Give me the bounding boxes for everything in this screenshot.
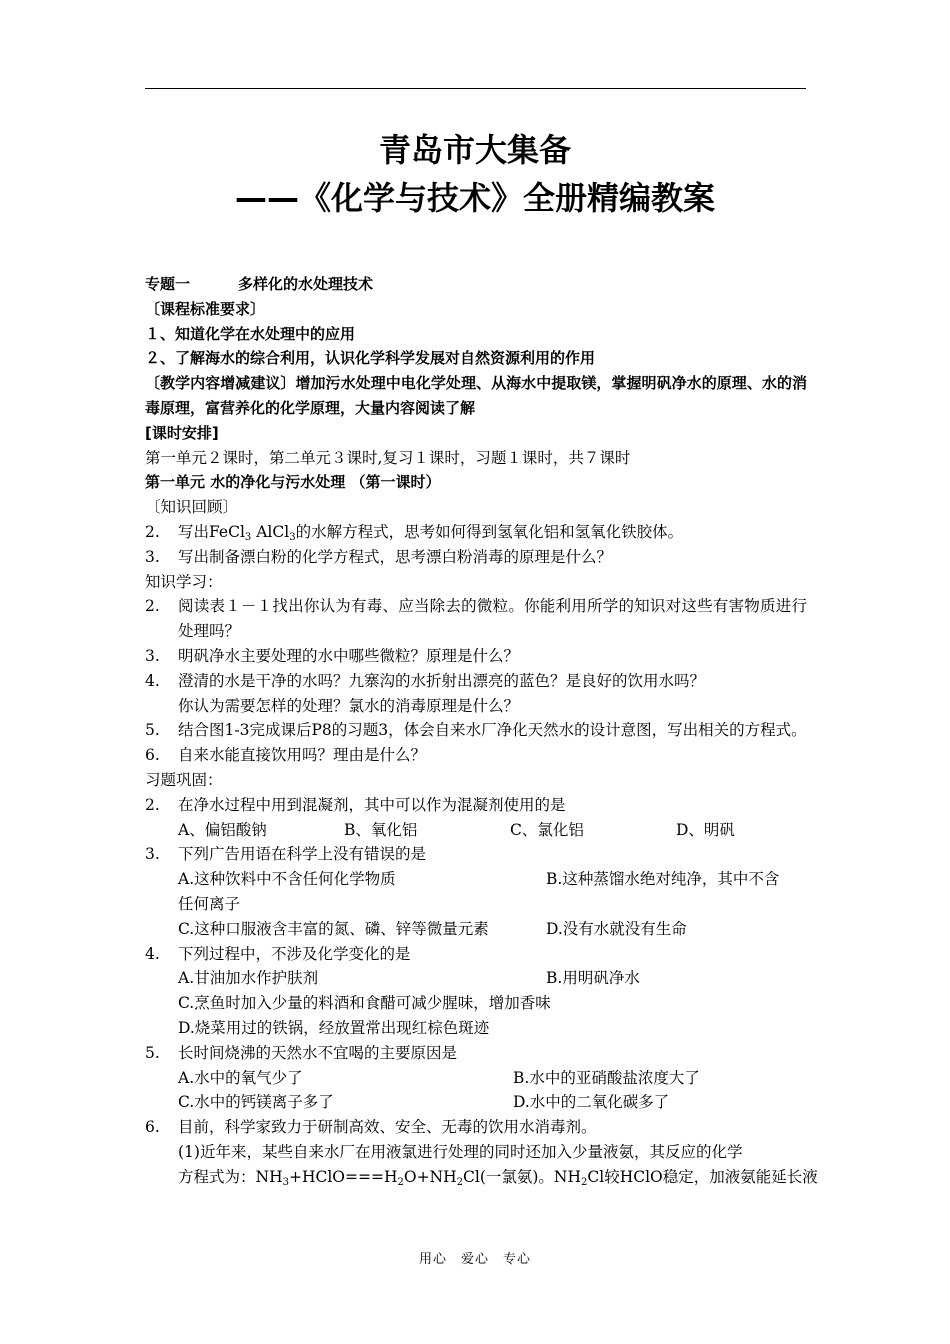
doc-subtitle: ——《化学与技术》全册精编教案 bbox=[234, 179, 715, 217]
exercise-paragraph: 方程式为：$NH_3+HClO===H_2O+NH_2Cl$(一氯氨)。$NH_2Cl$较HClO稳定，加液氨能延长液 bbox=[178, 1167, 818, 1188]
option: B.用明矾净水 bbox=[546, 969, 640, 988]
option: A.甘油加水作护肤剂 bbox=[178, 969, 319, 988]
option-continued: 任何离子 bbox=[178, 894, 241, 913]
option: B、氧化铝 bbox=[344, 820, 418, 839]
review-question: 2. 写出FeCl$_3$ AlCl$_3$的水解方程式，思考如何得到氢氧化铝和氢氧化铁胶体。 bbox=[145, 522, 684, 543]
option: B.水中的亚硝酸盐浓度大了 bbox=[513, 1068, 700, 1087]
option: A.这种饮料中不含任何化学物质 bbox=[178, 870, 396, 889]
learning-item: 5. 结合图1-3完成课后P8的习题3，体会自来水厂净化天然水的设计意图，写出相关的方程式。 bbox=[145, 721, 807, 740]
exercise-options bbox=[145, 1066, 807, 1091]
option: D.烧菜用过的铁锅，经放置常出现红棕色斑迹 bbox=[178, 1018, 490, 1037]
standard-item: １、知道化学在水处理中的应用 bbox=[145, 324, 356, 343]
unit-heading: 第一单元 水的净化与污水处理 （第一课时） bbox=[145, 473, 441, 492]
learning-item: 2. 阅读表１－１找出你认为有毒、应当除去的微粒。你能利用所学的知识对这些有害物质进行处理吗？ bbox=[145, 597, 807, 641]
exercise-question: 5. 长时间烧沸的天然水不宜喝的主要原因是 bbox=[145, 1043, 458, 1062]
standard-item: ２、了解海水的综合利用，认识化学科学发展对自然资源利用的作用 bbox=[145, 349, 596, 368]
review-heading: 〔知识回顾〕 bbox=[145, 498, 239, 517]
doc-title: 青岛市大集备 bbox=[378, 131, 571, 169]
exercise-options bbox=[145, 867, 807, 892]
exercises-heading: 习题巩固： bbox=[145, 770, 223, 789]
topic-heading: 专题一 多样化的水处理技术 bbox=[145, 275, 374, 293]
header-rule bbox=[145, 88, 806, 89]
exercise-options bbox=[145, 966, 807, 991]
learning-item: 6. 自来水能直接饮用吗？理由是什么？ bbox=[145, 746, 427, 765]
option: D.水中的二氧化碳多了 bbox=[513, 1093, 670, 1112]
schedule-text: 第一单元２课时，第二单元３课时,复习１课时，习题１课时，共７课时 bbox=[145, 448, 631, 467]
option: A.水中的氧气少了 bbox=[178, 1068, 303, 1087]
option: B.这种蒸馏水绝对纯净，其中不含 bbox=[546, 870, 780, 889]
exercise-options bbox=[145, 917, 807, 942]
option: A、偏铝酸钠 bbox=[178, 820, 267, 839]
option: D、明矾 bbox=[676, 820, 735, 839]
option: C.这种口服液含丰富的氮、磷、锌等微量元素 bbox=[178, 919, 489, 938]
learning-item-continued: 你认为需要怎样的处理？氯水的消毒原理是什么？ bbox=[178, 696, 520, 715]
option: D.没有水就没有生命 bbox=[546, 919, 687, 938]
option: C、氯化铝 bbox=[510, 820, 584, 839]
option: C.水中的钙镁离子多了 bbox=[178, 1093, 334, 1112]
exercise-paragraph: (1)近年来，某些自来水厂在用液氯进行处理的同时还加入少量液氨，其反应的化学 bbox=[178, 1142, 743, 1161]
exercise-question: 3. 下列广告用语在科学上没有错误的是 bbox=[145, 845, 427, 864]
standards-heading: 〔课程标准要求〕 bbox=[145, 299, 266, 318]
doc-body bbox=[145, 272, 818, 1189]
learning-item: 3. 明矾净水主要处理的水中哪些微粒？原理是什么？ bbox=[145, 646, 520, 665]
exercise-question: 4. 下列过程中，不涉及化学变化的是 bbox=[145, 944, 411, 963]
exercise-question: 2. 在净水过程中用到混凝剂，其中可以作为混凝剂使用的是 bbox=[145, 795, 566, 814]
schedule-heading: [课时安排] bbox=[145, 423, 219, 442]
review-question: 3. 写出制备漂白粉的化学方程式，思考漂白粉消毒的原理是什么？ bbox=[145, 547, 613, 566]
page-footer: 用心 爱心 专心 bbox=[418, 1252, 531, 1267]
learning-heading: 知识学习： bbox=[145, 572, 223, 591]
exercise-options bbox=[145, 818, 807, 843]
option: C.烹鱼时加入少量的料酒和食醋可减少腥味，增加香味 bbox=[178, 994, 551, 1013]
suggestion-paragraph: 〔教学内容增减建议〕增加污水处理中电化学处理、从海水中提取镁，掌握明矾净水的原理、水的消毒原理，富营养化的化学原理，大量内容阅读了解 bbox=[145, 374, 807, 417]
exercise-options bbox=[145, 1090, 807, 1115]
learning-item: 4. 澄清的水是干净的水吗？九寨沟的水折射出漂亮的蓝色？是良好的饮用水吗？ bbox=[145, 671, 706, 690]
exercise-question: 6. 目前，科学家致力于研制高效、安全、无毒的饮用水消毒剂。 bbox=[145, 1118, 597, 1137]
